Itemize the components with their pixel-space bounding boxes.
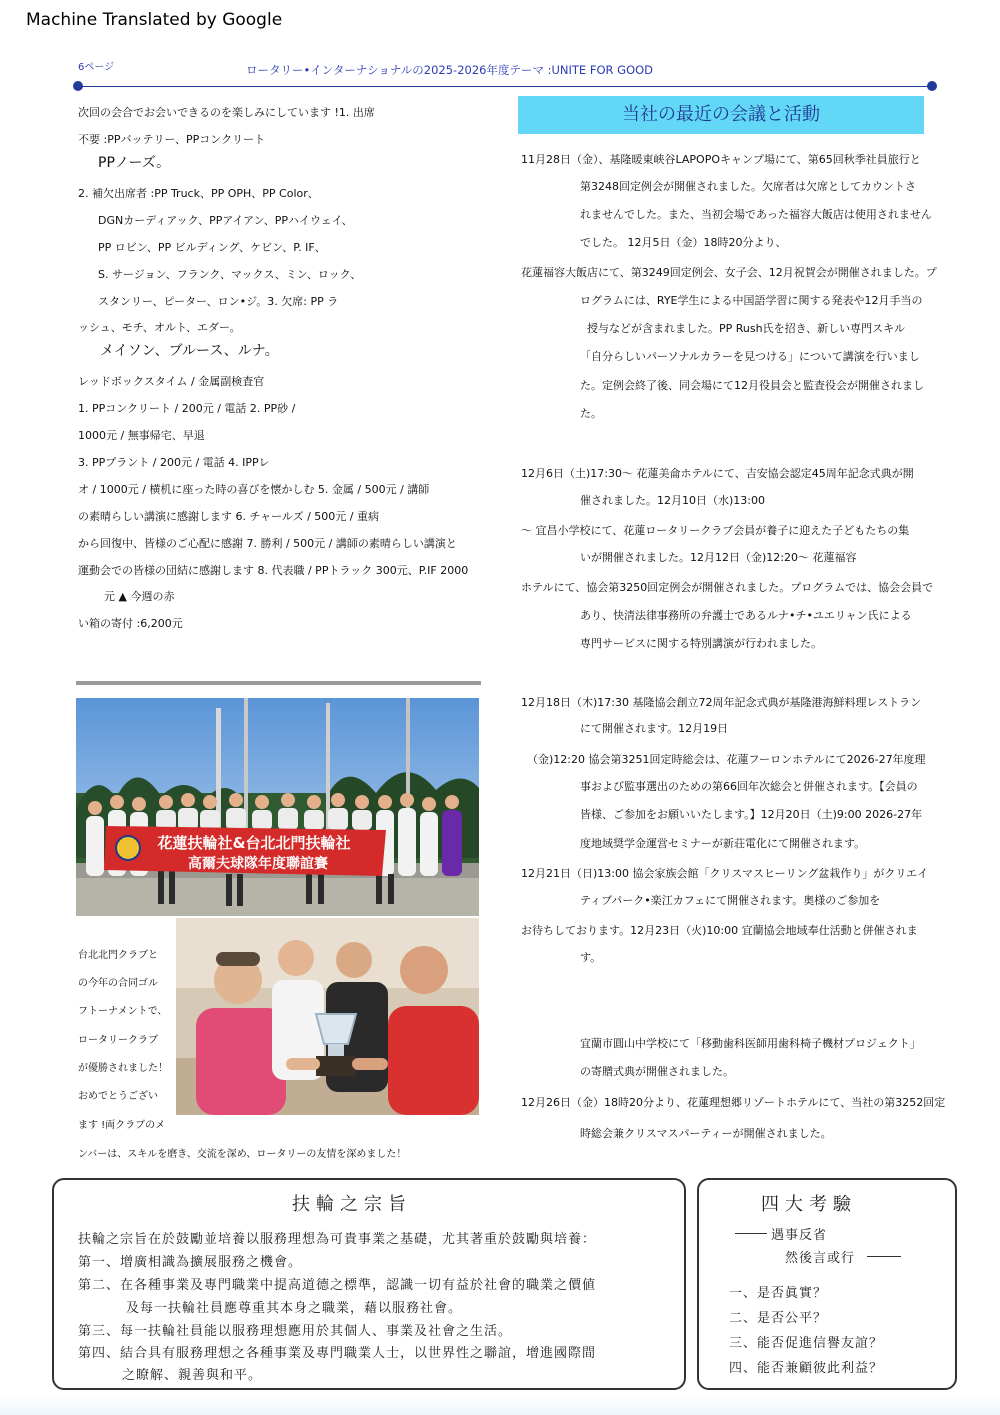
recent-meetings-banner bbox=[518, 96, 924, 134]
right-line: あり、快清法律事務所の弁護士であるルナ•チ•ユエリャン氏による bbox=[580, 609, 912, 622]
banner-line-2: 高爾夫球隊年度聯誼賽 bbox=[188, 856, 328, 872]
object-of-rotary-box bbox=[52, 1178, 686, 1390]
left-line: 1. PPコンクリート / 200元 / 電話 2. PP砂 / bbox=[78, 402, 296, 415]
golf-team-group-photo bbox=[76, 698, 479, 916]
left-line: PPノーズ。 bbox=[98, 155, 171, 171]
object-line: 第四、結合具有服務理想之各種事業及專門職業人士，以世界性之聯誼，增進國際間 bbox=[78, 1346, 597, 1361]
caption-line: が優勝されました！ bbox=[78, 1063, 168, 1074]
left-line: 2. 補欠出席者 :PP Truck、PP OPH、PP Color、 bbox=[78, 187, 319, 200]
left-line: PP ロビン、PP ビルディング、ケビン、P. IF、 bbox=[98, 241, 326, 254]
caption-line: ます !両クラブのメ bbox=[78, 1120, 166, 1131]
right-line: 12月21日（日)13:00 協会家族会館「クリスマスヒーリング盆栽作り」がクリエイ bbox=[521, 867, 929, 880]
object-title: 扶輪之宗旨 bbox=[292, 1194, 412, 1215]
section-divider bbox=[76, 681, 481, 685]
object-line: 及每一扶輪社員應尊重其本身之職業，藉以服務社會。 bbox=[126, 1301, 463, 1316]
rule-dot-left bbox=[73, 81, 83, 91]
object-line: 第一、增廣相識為擴展服務之機會。 bbox=[78, 1255, 303, 1270]
right-line: いが開催されました。12月12日（金)12:20～ 花蓮福容 bbox=[580, 551, 857, 564]
left-line: 1000元 / 無事帰宅、早退 bbox=[78, 429, 205, 442]
left-line: DGNカーディアック、PPアイアン、PPハイウェイ、 bbox=[98, 214, 353, 227]
left-line: い箱の寄付 :6,200元 bbox=[78, 617, 183, 630]
right-line: 授与などが含まれました。PP Rush氏を招き、新しい専門スキル bbox=[587, 322, 906, 335]
caption-line: おめでとうござい bbox=[78, 1091, 158, 1102]
header-rule bbox=[78, 86, 934, 87]
right-line: 事および監事選出のための第66回年次総会と併催されます。【会員の bbox=[580, 780, 918, 793]
caption-line: ンバーは、スキルを磨き、交流を深め、ロータリーの友情を深めました！ bbox=[78, 1149, 407, 1160]
object-line: 之瞭解、親善與和平。 bbox=[122, 1368, 263, 1383]
right-line: す。 bbox=[580, 951, 602, 964]
right-line: 花蓮福容大飯店にて、第3249回定例会、女子会、12月祝賀会が開催されました。プ bbox=[521, 266, 937, 279]
banner-line-1: 花蓮扶輪社&台北北門扶輪社 bbox=[157, 834, 351, 852]
right-line: 12月18日（木)17:30 基隆協会創立72周年記念式典が基隆港海鮮料理レストラン bbox=[521, 696, 922, 709]
right-line: 時総会兼クリスマスパーティーが開催されました。 bbox=[580, 1127, 832, 1140]
left-line: ッシュ、モチ、オルト、エダー。 bbox=[78, 321, 241, 334]
caption-line: の今年の合同ゴル bbox=[78, 978, 158, 989]
left-line: 運動会での皆様の団結に感謝します 8. 代表職 / PPトラック 300元、P.IF 2000 bbox=[78, 564, 469, 577]
four-way-item: 一、是否眞實？ bbox=[729, 1286, 828, 1301]
right-line: れませんでした。また、当初会場であった福容大飯店は使用されません bbox=[580, 208, 932, 221]
subtitle-rule-right bbox=[867, 1256, 901, 1257]
right-line: 12月26日（金）18時20分より、花蓮理想郷リゾートホテルにて、当社の第3252回定 bbox=[521, 1096, 946, 1109]
left-line: オ / 1000元 / 横机に座った時の喜びを懐かしむ 5. 金属 / 500元 / 講師 bbox=[78, 483, 430, 496]
right-line: 宜蘭市圓山中学校にて「移動歯科医師用歯科椅子機材プロジェクト」 bbox=[580, 1037, 921, 1050]
right-line: お待ちしております。12月23日（火)10:00 宜蘭協会地域奉仕活動と併催されま bbox=[521, 924, 918, 937]
four-way-title: 四大考驗 bbox=[761, 1194, 857, 1215]
right-line: 専門サービスに関する特別講演が行われました。 bbox=[580, 637, 822, 650]
left-line: から回復中、皆様のご心配に感謝 7. 勝利 / 500元 / 講師の素晴らしい講演と bbox=[78, 537, 457, 550]
right-line: （金)12:20 協会第3251回定時総会は、花蓮フーロンホテルにて2026-27年度理 bbox=[527, 753, 926, 766]
four-way-item: 三、能否促進信譽友誼？ bbox=[729, 1336, 884, 1351]
caption-line: ロータリークラブ bbox=[78, 1035, 158, 1046]
subtitle-rule-left bbox=[735, 1233, 767, 1234]
four-way-item: 四、能否兼顧彼此利益？ bbox=[729, 1361, 884, 1376]
rotary-theme: ロータリー•インターナショナルの2025-2026年度テーマ :UNITE FOR GOOD bbox=[246, 63, 654, 77]
left-line: メイソン、ブルース、ルナ。 bbox=[100, 343, 279, 359]
left-line: レッドボックスタイム / 金属副検査官 bbox=[78, 375, 265, 388]
four-way-subtitle-2: 然後言或行 bbox=[785, 1251, 856, 1266]
banner-title: 当社の最近の会議と活動 bbox=[622, 104, 820, 125]
right-line: でした。 12月5日（金）18時20分より、 bbox=[580, 236, 787, 249]
right-line: ホテルにて、協会第3250回定例会が開催されました。プログラムでは、協会会員で bbox=[521, 581, 934, 594]
right-line: 催されました。12月10日（水)13:00 bbox=[580, 494, 765, 507]
left-line: S. サージョン、フランク、マックス、ミン、ロック、 bbox=[98, 268, 362, 281]
left-line: 不要 :PPバッテリー、PPコンクリート bbox=[78, 133, 266, 146]
object-line: 扶輪之宗旨在於鼓勵並培養以服務理想為可貴事業之基礎，尤其著重於鼓勵與培養： bbox=[78, 1232, 597, 1247]
right-line: ティブパーク•楽江カフェにて開催されます。奥様のご参加を bbox=[580, 894, 881, 907]
left-line: 3. PPプラント / 200元 / 電話 4. IPPレ bbox=[78, 456, 270, 469]
caption-line: 台北北門クラブと bbox=[78, 950, 158, 961]
trophy-presentation-photo bbox=[176, 918, 479, 1115]
left-line: 次回の会合でお会いできるのを楽しみにしています !1. 出席 bbox=[78, 106, 375, 119]
right-line: た。定例会終了後、同会場にて12月役員会と監査役会が開催されまし bbox=[580, 379, 924, 392]
object-line: 第三、每一扶輪社員能以服務理想應用於其個人、事業及社會之生活。 bbox=[78, 1324, 513, 1339]
four-way-subtitle-1: 遇事反省 bbox=[771, 1228, 828, 1243]
right-line: 第3248回定例会が開催されました。欠席者は欠席としてカウントさ bbox=[580, 180, 916, 193]
left-line: 元 ▲ 今週の赤 bbox=[104, 590, 175, 603]
caption-line: フトーナメントで、 bbox=[78, 1006, 168, 1017]
rule-dot-right bbox=[927, 81, 937, 91]
four-way-item: 二、是否公平？ bbox=[729, 1311, 828, 1326]
right-line: た。 bbox=[580, 407, 602, 420]
right-line: の寄贈式典が開催されました。 bbox=[580, 1065, 734, 1078]
machine-translation-notice: Machine Translated by Google bbox=[26, 10, 283, 30]
four-way-test-box bbox=[697, 1178, 957, 1390]
right-line: ～ 宜昌小学校にて、花蓮ロータリークラブ会員が養子に迎えた子どもたちの集 bbox=[521, 524, 910, 537]
right-line: 「自分らしいパーソナルカラーを見つける」について講演を行いまし bbox=[580, 350, 920, 363]
right-line: 皆様、ご参加をお願いいたします。】12月20日（土)9:00 2026-27年 bbox=[580, 808, 923, 821]
object-line: 第二、在各種事業及專門職業中提高道德之標準，認識一切有益於社會的職業之價値 bbox=[78, 1278, 597, 1293]
left-line: の素晴らしい講演に感謝します 6. チャールズ / 500元 / 重病 bbox=[78, 510, 380, 523]
right-line: ログラムには、RYE学生による中国語学習に関する発表や12月手当の bbox=[580, 294, 923, 307]
right-line: 度地域奨学金運営セミナーが新荘電化にて開催されます。 bbox=[580, 837, 866, 850]
page-footer-band bbox=[0, 1394, 1000, 1415]
right-line: 11月28日（金）、基隆暖東峡谷LAPOPOキャンプ場にて、第65回秋季社員旅行と bbox=[521, 153, 921, 166]
right-line: 12月6日（土)17:30～ 花蓮美侖ホテルにて、吉安協会認定45周年記念式典が開 bbox=[521, 467, 914, 480]
left-line: スタンリー、ピーター、ロン•ジ。3. 欠席: PP ラ bbox=[98, 295, 339, 308]
page-number: 6ページ bbox=[78, 62, 115, 73]
right-line: にて開催されます。12月19日 bbox=[580, 722, 729, 735]
